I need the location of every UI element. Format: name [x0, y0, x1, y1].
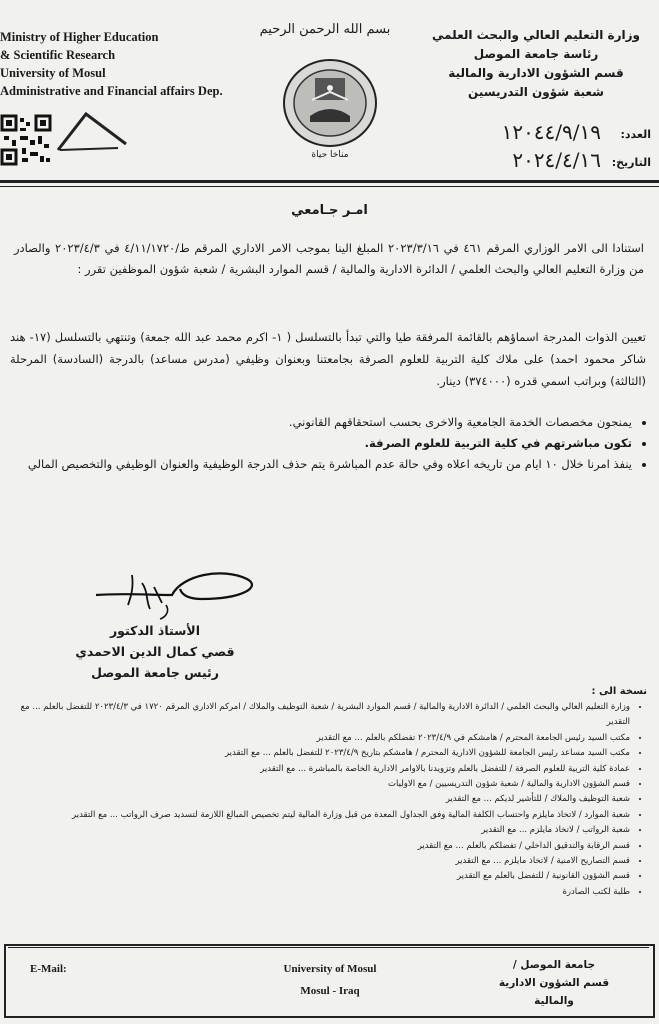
presidency-name-ar: رئاسة جامعة الموصل [473, 47, 599, 61]
copy-item: • وزارة التعليم العالي والبحث العلمي / الدائرة الادارية والمالية / قسم الموارد البشرية / شعبة التوظيف والملاك / امركم الاداري المرقم ١٧٢٠ في ٢٠٢٣/٤/٣ للتفضل بالعلم ... مع التقدير [10, 700, 630, 731]
bullet-commencement: • تكون مباشرتهم في كلية التربية للعلوم الصرفة. [12, 433, 632, 453]
intro-paragraph: استنادا الى الامر الوزاري المرقم ٤٦١ في ٢٠٢٣/٣/١٦ المبلغ الينا بموجب الامر الاداري المرقم ط/٤/١١/١٧٢٠ في ٢٠٢٣/٤/٣ والصادر من وزارة التعليم العالي والبحث العلمي / الدائرة الادارية والمالية / قسم الموارد البشرية / شعبة شؤون الموظفين تقرر : [14, 241, 644, 276]
footer-department-ar-2: والمالية [534, 995, 574, 1007]
header-divider-thin [0, 186, 659, 187]
signatory-name: قصي كمال الدين الاحمدي [75, 644, 235, 659]
header-divider-thick [0, 180, 659, 183]
seal-caption: مناخا حياة [311, 150, 349, 160]
footer-city-en: Mosul - Iraq [300, 985, 360, 997]
copy-item: • شعبة التوظيف والملاك / للتأشير لديكم ... مع التقدير [10, 792, 630, 807]
copy-item: • قسم الشؤون الادارية والمالية / شعبة شؤون التدريسيين / مع الاوليات [10, 777, 630, 792]
header-arabic-block [421, 26, 651, 102]
pen-stroke-decoration [56, 104, 136, 154]
copy-item: • شعبة الرواتب / لاتخاذ مايلزم ... مع التقدير [10, 823, 630, 838]
date-label: التاريخ: [611, 156, 651, 169]
copy-item: • طلبة لكتب الصادرة [10, 885, 630, 900]
copy-item: • قسم الشؤون القانونية / للتفضل بالعلم مع التقدير [10, 869, 630, 884]
number-row [421, 120, 651, 146]
number-label: العدد: [620, 128, 651, 141]
bullet-deadline: • ينفذ امرنا خلال ١٠ ايام من تاريخه اعلاه وفي حالة عدم المباشرة يتم حذف الدرجة الوظيفية والعنوان الوظيفي والتخصيص المالي [12, 454, 632, 474]
department-name-en: Administrative and Financial affairs Dep. [0, 84, 223, 98]
ministry-name-ar: وزارة التعليم العالي والبحث العلمي [431, 28, 641, 42]
copies-list [10, 700, 646, 900]
copy-item: • قسم التصاريح الامنية / لاتخاذ مايلزم ... مع التقدير [10, 854, 630, 869]
copy-item: • مكتب السيد مساعد رئيس الجامعة للشؤون الادارية المحترم / هامشكم بتاريخ ٢٠٢٣/٤/٩ للتفضل بالعلم ... مع التقدير [10, 746, 630, 761]
date-value: ٢٠٢٤/٤/١٦ [512, 148, 601, 172]
footer-university-ar: جامعة الموصل / [512, 959, 596, 971]
qr-code-icon [0, 114, 52, 166]
footer-divider [8, 947, 649, 948]
university-seal [282, 58, 378, 148]
research-name-en: & Scientific Research [0, 48, 116, 62]
signatory-title: الأستاذ الدكتور [109, 623, 201, 638]
qr-code [0, 114, 52, 166]
basmala: بسم الله الرحمن الرحيم [259, 22, 391, 37]
order-bullets [12, 412, 646, 475]
number-value: ١٢٠٤٤/٩/١٩ [501, 120, 601, 144]
copy-item: • قسم الرقابة والتدقيق الداخلي / تفضلكم بالعلم ... مع التقدير [10, 839, 630, 854]
university-name-en: University of Mosul [0, 66, 106, 80]
header-english-block [0, 28, 260, 100]
signatory-position: رئيس جامعة الموصل [91, 665, 219, 680]
footer-arabic-block [479, 956, 629, 1010]
signature-block [60, 620, 250, 683]
bullet-allowances: • يمنحون مخصصات الخدمة الجامعية والاخرى بحسب استحقاقهم القانوني. [12, 412, 632, 432]
footer-university-en: University of Mosul [283, 963, 377, 975]
copy-item: • شعبة الموارد / لاتخاذ مايلزم واحتساب الكلفة المالية وفق الجداول المعدة من قبل وزارة المالية ليتم تخصيص المبالغ اللازمة لتسديد صرف الرواتب ... مع التقدير [10, 808, 630, 823]
copy-item: • مكتب السيد رئيس الجامعة المحترم / هامشكم في ٢٠٢٣/٤/٩ تفضلكم بالعلم ... مع التقدير [10, 731, 630, 746]
university-seal-icon [282, 58, 378, 148]
copies-heading: نسخة الى : [591, 686, 647, 697]
appointment-paragraph: تعيين الذوات المدرجة اسماؤهم بالقائمة المرفقة طيا والتي تبدأ بالتسلسل ( ١- اكرم محمد عبد الله جمعة) وتنتهي بالتسلسل (١٧- هند شاكر محمود احمد) على ملاك كلية التربية للعلوم الصرفة بجامعتنا وبعنوان وظيفي (مدرس مساعد) بالدرجة (السادسة) المرحلة (الثالثة) وبراتب اسمي قدره (٣٧٤٠٠٠) دينار. [10, 330, 646, 388]
date-row [421, 148, 651, 174]
handwritten-signature [92, 565, 262, 625]
section-name-ar: شعبة شؤون التدريسين [468, 85, 604, 99]
ministry-name-en: Ministry of Higher Education [0, 30, 159, 44]
footer-department-ar: قسم الشؤون الادارية [498, 977, 610, 989]
department-name-ar: قسم الشؤون الادارية والمالية [448, 66, 624, 80]
document-title: امـر جـامعي [291, 203, 368, 218]
footer-email-label: E-Mail: [30, 963, 67, 975]
copy-item: • عمادة كلية التربية للعلوم الصرفة / للتفضل بالعلم وتزويدنا بالاوامر الادارية الخاصة بالمباشرة ... مع التقدير [10, 762, 630, 777]
